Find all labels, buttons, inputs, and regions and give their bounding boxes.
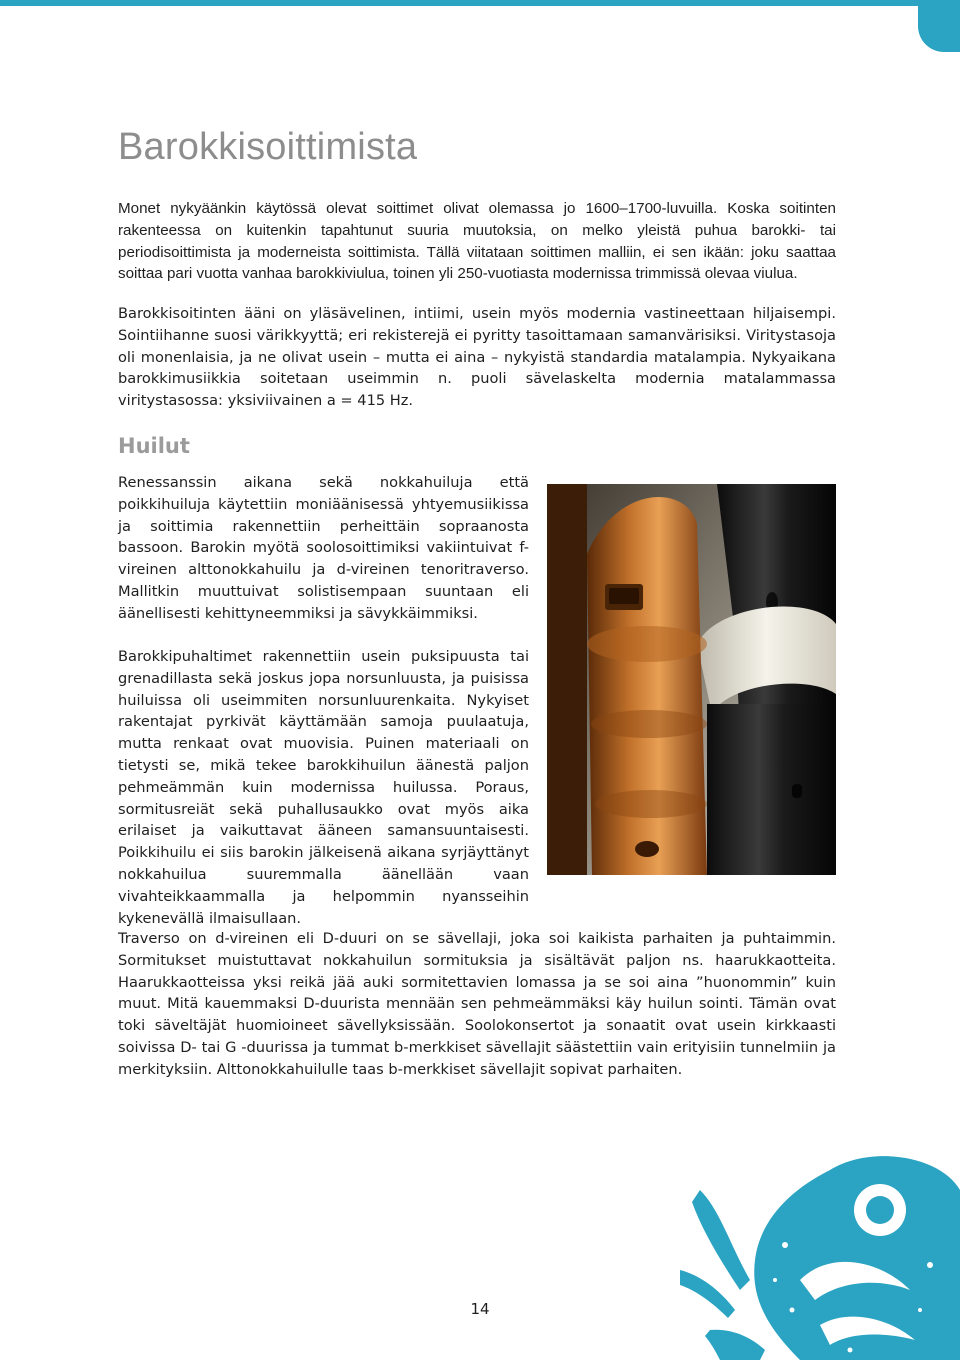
decorative-swirl-ornament — [680, 1150, 960, 1360]
recorders-photo — [547, 484, 836, 875]
top-accent-bar — [0, 0, 960, 6]
page-number: 14 — [470, 1300, 490, 1318]
intro-paragraph-1: Monet nykyäänkin käytössä olevat soittimet olivat olemassa jo 1600–1700-luvuilla. Koska soitinten rakenteessa on kuitenkin tapahtunut suuria muutoksia, on melko yleistä puhua barokki- tai periodisoittimista ja moderneista soittimista. Tällä viitataan soittimen malliin, ei sen ikään: joku saattaa soittaa pari vuotta vanhaa barokkiviulua, toinen yli 250-vuotiasta modernissa trimmissä olevaa viulua. — [118, 200, 836, 283]
flutes-paragraph-3: Traverso on d-vireinen eli D-duuri on se sävellaji, joka soi kaikista parhaiten ja puhtaimmin. Sormitukset muistuttavat nokkahuilun sormituksia ja sisältävät paljon ns. haarukkaotteita. Haarukkaotteissa yksi reikä jää auki sormitettavien lomassa ja se soi aina ”huonommin” kuin muut. Mitä kauemmaksi D-duurista mennään sen pehmeämmäksi käy huilun sointi. Tämän ovat toki säveltäjät huomioineet sävellyksissään. Soolokonsertot ja sonaatit ovat usein kirkkaasti soivissa D- tai G -duurissa ja tummat b-merkkiset sävellajit säästettiin vain erityisiin tunnelmiin ja merkityksiin. Alttonokkahuilulle taas b-merkkiset sävellajit sopivat parhaiten. — [118, 930, 836, 1078]
page-title: Barokkisoittimista — [118, 126, 418, 168]
section-heading-huilut: Huilut — [118, 434, 190, 458]
flutes-paragraph-1: Renessanssin aikana sekä nokkahuiluja että poikkihuiluja käytettiin moniäänisessä yhtyemusiikissa ja soittimia rakennettiin perheittäin sopraanosta bassoon. Barokin myötä soolosoittimiksi vakiintuivat f-vireinen alttonokkahuilu ja d-vireinen tenoritraverso. Mallitkin muuttuivat solistisempaan suuntaan eli äänellisesti kehittyneemmiksi ja sävykkäimmiksi. — [118, 474, 529, 622]
top-right-tab-decoration — [918, 0, 960, 52]
intro-paragraph-2: Barokkisoitinten ääni on yläsävelinen, intiimi, usein myös modernia vastineettaan hiljaisempi. Sointiihanne suosi värikkyyttä; eri rekisterejä ei pyritty tasoittamaan samanvärisiksi. Viritystasoja oli monenlaisia, ja ne olivat usein – mutta ei aina – nykyistä standardia matalampia. Nykyaikana barokkimusiikkia soitetaan useimmin n. puoli sävelaskelta modernia matalammassa viritystasossa: yksiviivainen a = 415 Hz. — [118, 305, 836, 410]
flutes-paragraph-2: Barokkipuhaltimet rakennettiin usein puksipuusta tai grenadillasta sekä joskus jopa norsunluusta, ja puisissa huiluissa oli useimmiten norsunluurenkaita. Nykyiset rakentajat pyrkivät käyttämään samoja puulaatuja, mutta renkaat ovat muovisia. Puinen materiaali on tietysti se, mikä tekee barokkihuilun äänestä paljon pehmeämmän kuin modernissa huilussa. Poraus, sormitusreiät sekä puhallusaukko ovat myös aika erilaiset ja vaikuttavat ääneen samansuuntaisesti. Poikkihuilu ei siis barokin jälkeisenä aikana syrjäyttänyt nokkahuilua suuremmalla äänellään vaan vivahteikkaammalla ja helpommin nyansseihin kykenevällä ilmaisullaan. — [118, 648, 529, 927]
